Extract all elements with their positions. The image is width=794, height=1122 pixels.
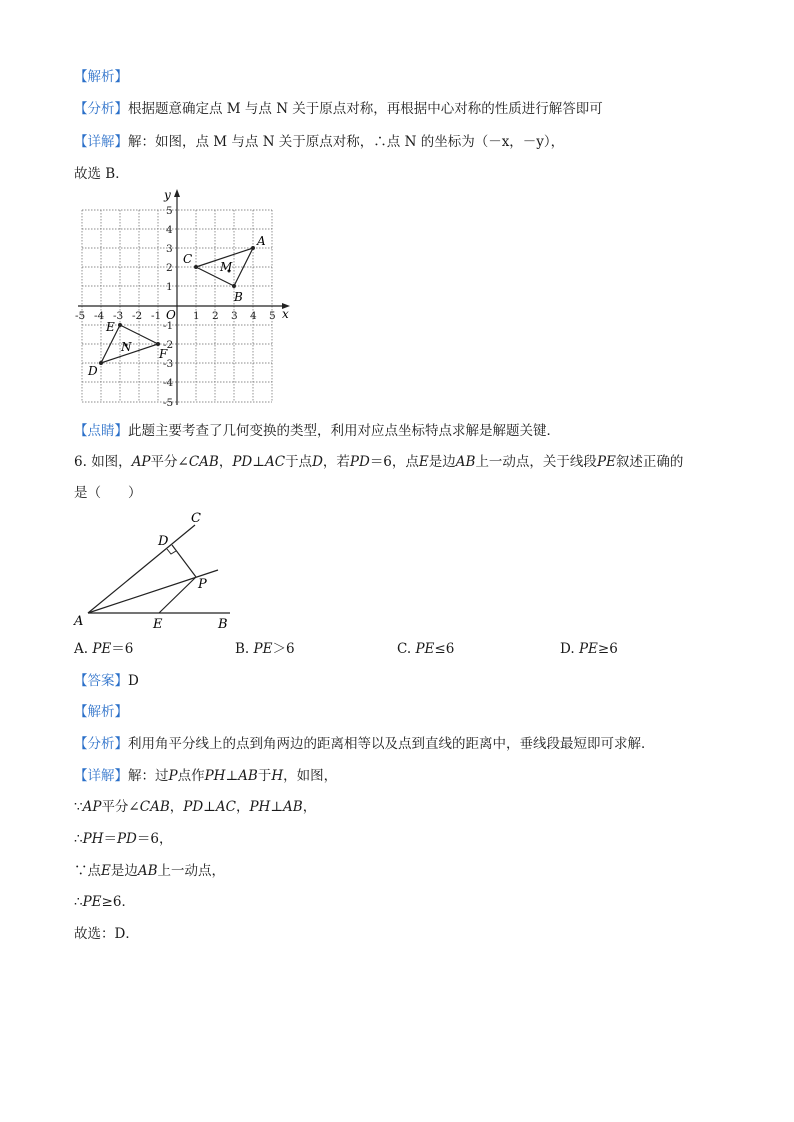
q6-detail-line1: 【详解】解：过P点作PH⊥AB于H，如图， [74,768,338,784]
segment-pd [172,545,196,577]
x-tick: -1 [151,310,162,322]
q6-detail-line3: ∴PH＝PD＝6， [74,831,173,847]
x-tick: -2 [132,310,143,322]
axes [78,189,290,405]
coordinate-graph [70,185,300,410]
y-tick-labels [163,205,174,409]
x-axis-label: x [282,307,289,321]
origin-label: O [166,308,176,322]
option-b[interactable]: B. PE＞6 [235,641,295,657]
x-tick: 2 [212,310,219,322]
label-d: D [158,534,169,549]
point-f [156,342,160,346]
y-tick: -1 [163,320,174,332]
label-p: P [198,577,207,592]
y-tick: -4 [163,377,174,389]
choice-line: 故选 B． [74,166,129,182]
y-tick: -5 [163,397,174,409]
analysis-line: 【分析】根据题意确定点 M 与点 N 关于原点对称，再根据中心对称的性质进行解答即可 [74,101,603,117]
x-tick: 3 [231,310,238,322]
label-n: N [121,340,132,354]
x-tick: -4 [94,310,105,322]
q6-detail-line5: ∴PE≥6． [74,894,135,910]
angle-bisector-diagram [70,505,250,630]
point-b [232,284,236,288]
jiexi-heading: 【解析】 [74,69,128,85]
label-c: C [191,511,201,526]
x-tick: 4 [250,310,257,322]
angle-figure [70,505,250,634]
option-c[interactable]: C. PE≤6 [397,641,455,657]
ray-ac [88,525,195,613]
segment-pe [159,577,196,613]
q6-final-choice: 故选：D． [74,926,139,942]
detail-line: 【详解】解：如图，点 M 与点 N 关于原点对称，∴点 N 的坐标为（－x，－y）， [74,134,565,150]
q6-stem-line1: 6. 如图，AP平分∠CAB，PD⊥AC于点D，若PD＝6，点E是边AB上一动点，关于线段PE叙述正确的 [74,454,684,470]
point-a [251,246,255,250]
y-tick: 2 [166,262,173,274]
answer-line: 【答案】D [74,673,139,689]
label-a: A [257,234,266,248]
q6-stem-line2: 是（ ） [74,485,142,501]
coordinate-figure [70,185,300,414]
label-m: M [220,260,233,274]
y-tick: 1 [166,281,173,293]
label-e: E [153,617,163,630]
label-c: C [183,252,193,266]
key-point-line: 【点睛】此题主要考查了几何变换的类型，利用对应点坐标特点求解是解题关键． [74,423,560,439]
y-axis-label: y [164,188,171,202]
y-tick: 4 [166,224,173,236]
point-c [194,265,198,269]
y-tick: -2 [163,339,174,351]
x-tick: 1 [193,310,200,322]
option-d[interactable]: D. PE≥6 [560,641,618,657]
y-tick: 5 [166,205,173,217]
label-a: A [74,614,84,629]
label-b: B [234,290,243,304]
point-e [118,323,122,327]
option-a[interactable]: A. PE＝6 [74,641,134,657]
label-e: E [106,320,115,334]
label-f: F [159,347,168,361]
q6-detail-line2: ∵AP平分∠CAB，PD⊥AC，PH⊥AB， [74,799,317,815]
label-d: D [88,364,98,378]
x-tick: -3 [113,310,124,322]
label-b: B [218,617,228,630]
q6-detail-line4: ∵点E是边AB上一动点， [74,863,226,879]
q6-jiexi-heading: 【解析】 [74,704,128,720]
y-tick: -3 [163,358,174,370]
x-tick: 5 [269,310,276,322]
x-tick: -5 [75,310,86,322]
y-tick: 3 [166,243,173,255]
point-d [99,361,103,365]
right-angle-mark [167,549,176,554]
q6-analysis-line: 【分析】利用角平分线上的点到角两边的距离相等以及点到直线的距离中，垂线段最短即可求解． [74,736,655,752]
